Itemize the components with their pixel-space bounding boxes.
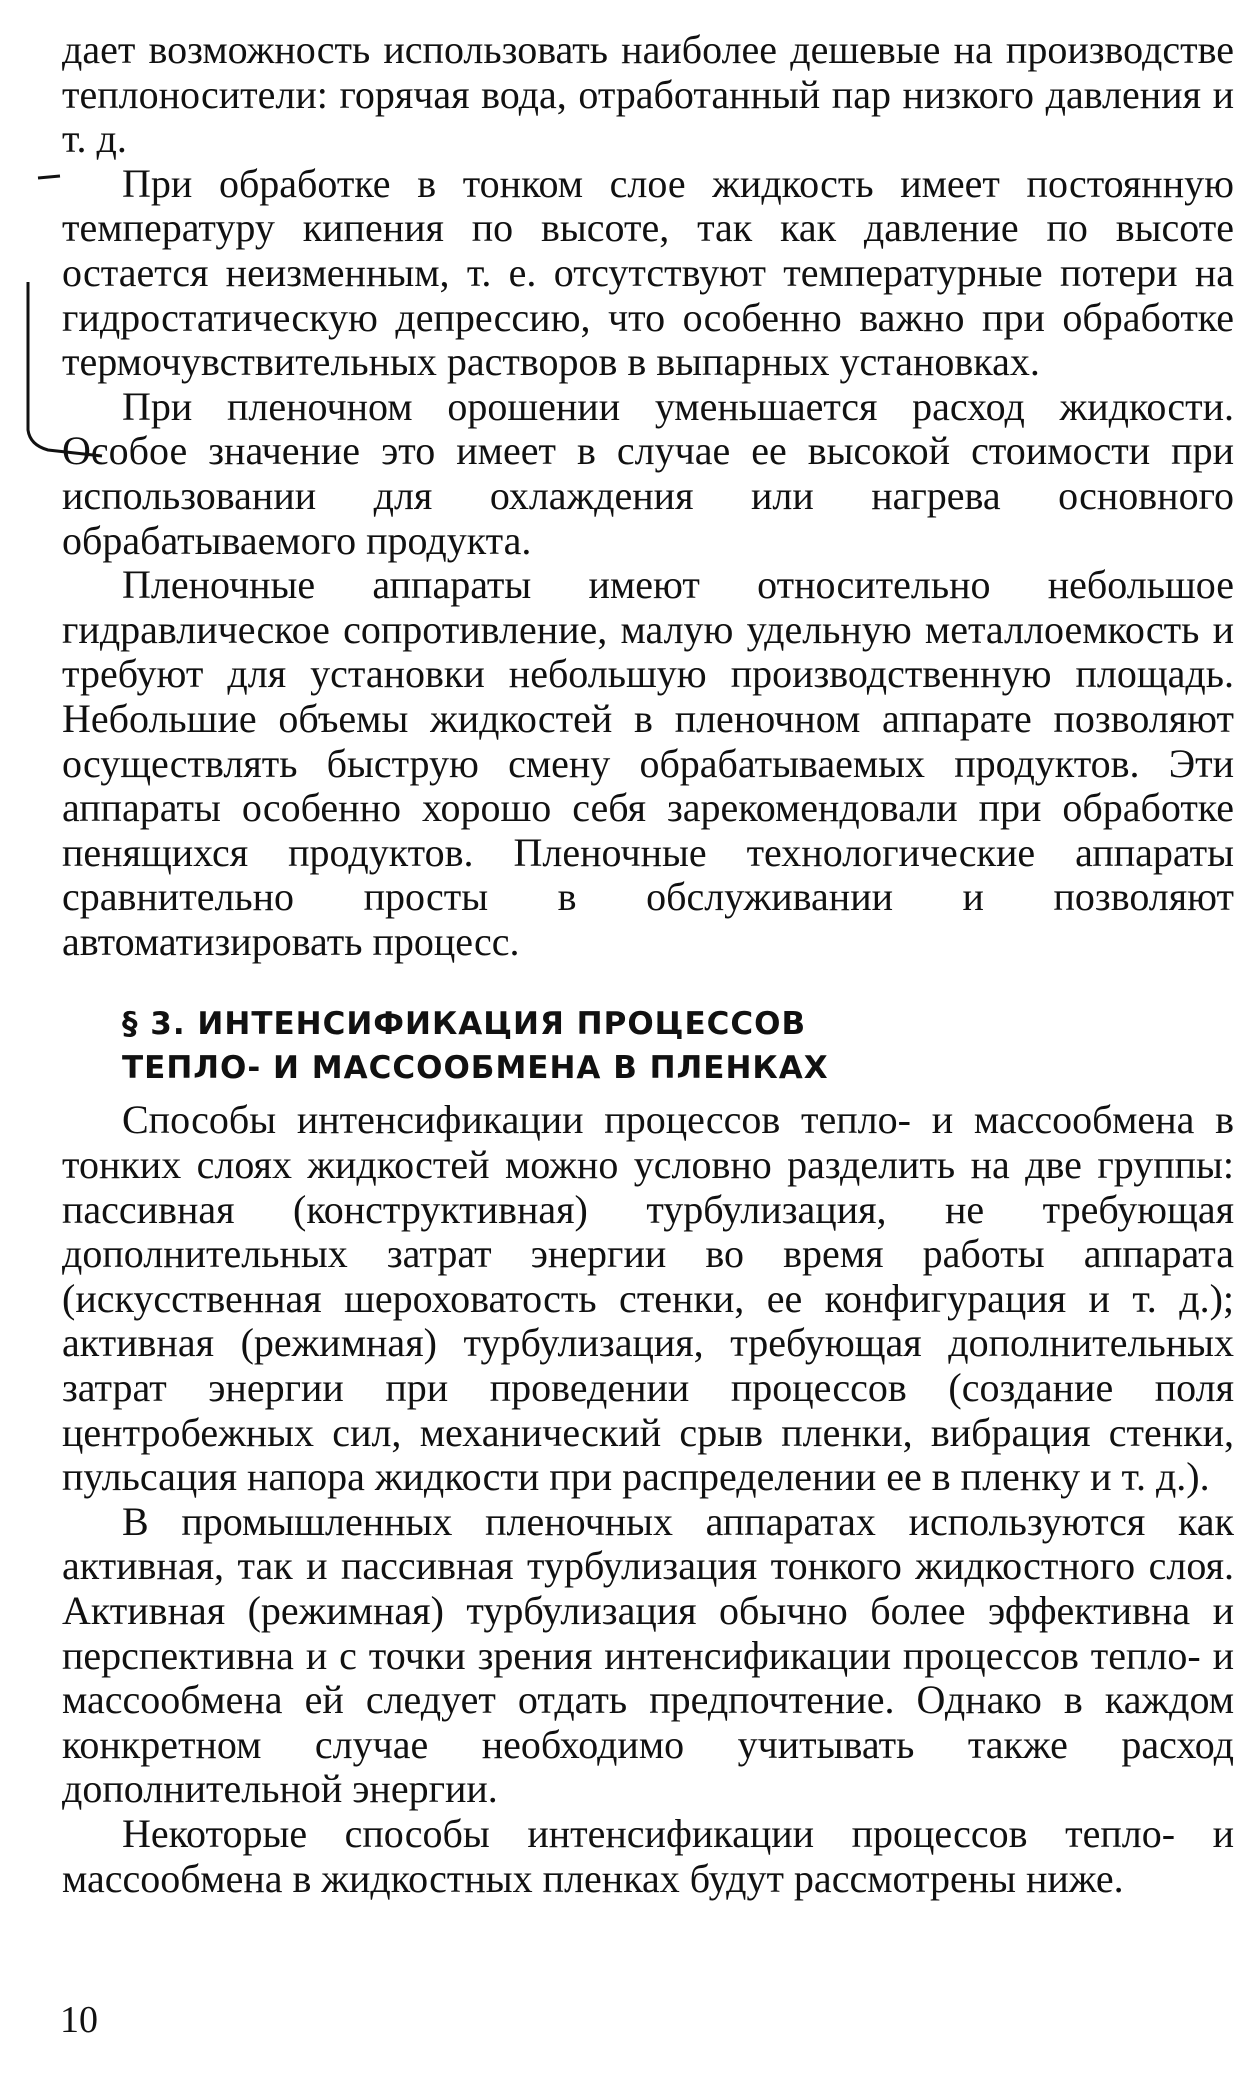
- paragraph-5: Способы интенсификации процессов тепло- и массообмена в тонких слоях жидкостей можно условно разделить на две группы: пассивная (конструктивная) турбулизация, не требующая дополнительных затрат энергии во время работы аппарата (искусственная шероховатость стенки, ее конфигурация и т. д.); активная (режимная) турбулизация, требующая дополнительных затрат энергии при проведении процессов (создание поля центробежных сил, механический срыв пленки, вибрация стенки, пульсация напора жидкости при распределении ее в пленку и т. д.).: [62, 1097, 1234, 1500]
- paragraph-2: При обработке в тонком слое жидкость имеет постоянную температуру кипения по высоте, так как давление по высоте остается неизменным, т. е. отсутствуют температурные потери на гидростатическую депрессию, что особенно важно при обработке термочувствительных растворов в выпарных установках.: [62, 160, 1234, 385]
- paragraph-4: Пленочные аппараты имеют относительно небольшое гидравлическое сопротивление, малую удельную металлоемкость и требуют для установки небольшую производственную площадь. Небольшие объемы жидкостей в пленочном аппарате позволяют осуществлять быструю смену обрабатываемых продуктов. Эти аппараты особенно хорошо себя зарекомендовали при обработке пенящихся продуктов. Пленочные технологические аппараты сравнительно просты в обслуживании и позволяют автоматизировать процесс.: [62, 562, 1234, 964]
- section-heading-line-2: ТЕПЛО- И МАССООБМЕНА В ПЛЕНКАХ: [122, 1050, 829, 1087]
- paragraph-6: В промышленных пленочных аппаратах используются как активная, так и пассивная турбулизация тонкого жидкостного слоя. Активная (режимная) турбулизация обычно более эффективна и перспективна и с точки зрения интенсификации процессов тепло- и массообмена ей следует отдать предпочтение. Однако в каждом конкретном случае необходимо учитывать также расход дополнительной энергии.: [62, 1498, 1234, 1812]
- paragraph-1: дает возможность использовать наиболее дешевые на производстве теплоносители: горячая вода, отработанный пар низкого давления и т. д.: [62, 27, 1234, 162]
- paragraph-3: При пленочном орошении уменьшается расход жидкости. Особое значение это имеет в случае ее высокой стоимости при использовании для охлаждения или нагрева основного обрабатываемого продукта.: [62, 383, 1234, 563]
- page-body: [62, 28, 1234, 1901]
- section-heading: [62, 1002, 1234, 1090]
- paragraph-7: Некоторые способы интенсификации процессов тепло- и массообмена в жидкостных пленках будут рассмотрены ниже.: [62, 1810, 1234, 1901]
- section-heading-line-1: § 3. ИНТЕНСИФИКАЦИЯ ПРОЦЕССОВ: [122, 1006, 807, 1043]
- margin-bracket-mark: [18, 170, 108, 470]
- page-number: 10: [60, 1999, 98, 2041]
